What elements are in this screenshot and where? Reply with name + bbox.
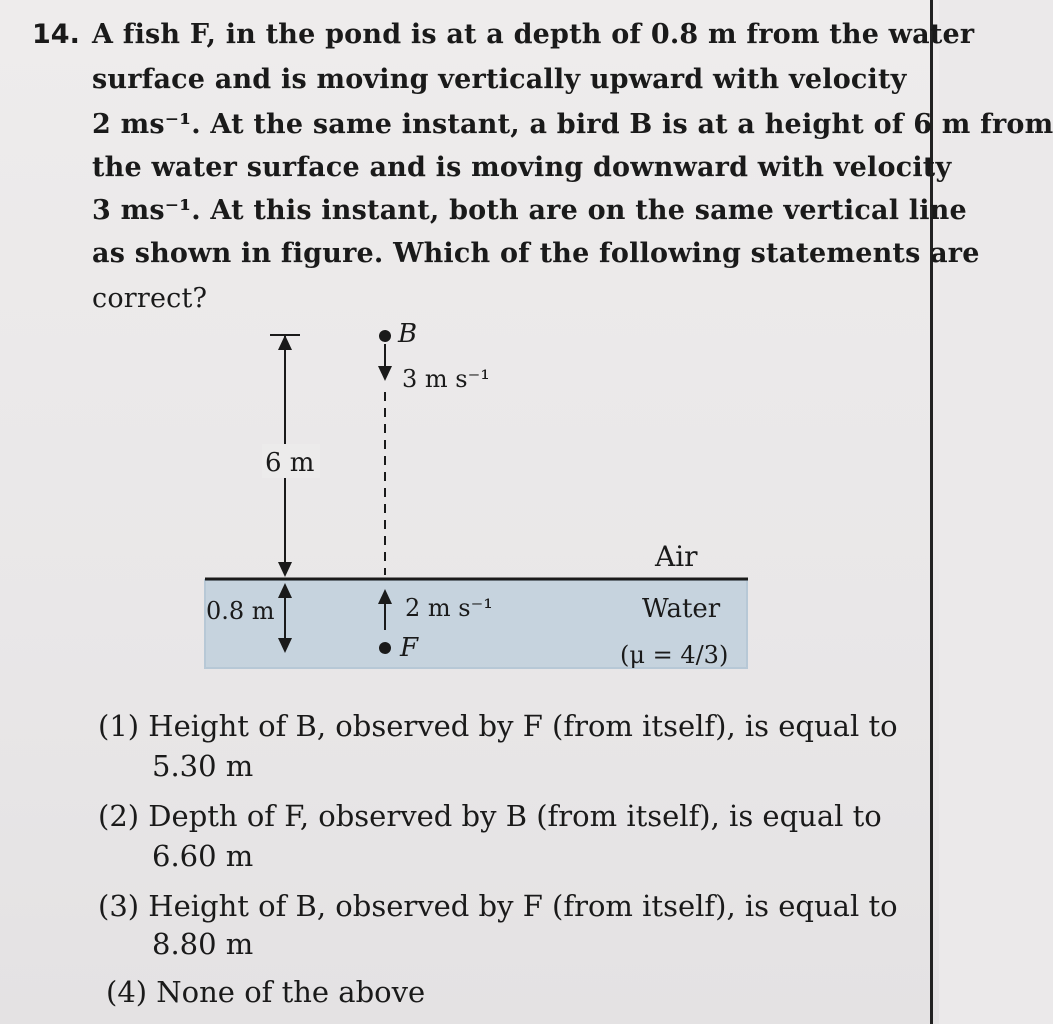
question-text-line: 2 ms⁻¹. At the same instant, a bird B is at a height of 6 m from	[92, 109, 1053, 140]
refractive-index-label: (μ = 4/3)	[620, 641, 729, 669]
option-2-value: 6.60 m	[152, 839, 254, 873]
depth-label: 0.8 m	[206, 597, 275, 625]
question-text-line: as shown in figure. Which of the following statements are	[92, 238, 980, 269]
fish-velocity-label: 2 m s⁻¹	[405, 594, 493, 622]
bird-velocity-arrow-head	[378, 366, 392, 381]
height-arrow-down-head	[278, 562, 292, 577]
question-text-line: A fish F, in the pond is at a depth of 0.8 m from the water	[92, 19, 975, 50]
fish-label: F	[400, 633, 419, 663]
fish-dot	[379, 642, 391, 654]
bird-label: B	[398, 319, 418, 349]
option-2: (2) Depth of F, observed by B (from itself), is equal to	[98, 799, 882, 833]
question-number: 14.	[32, 19, 80, 50]
option-1-value: 5.30 m	[152, 749, 254, 783]
question-text-line: correct?	[92, 283, 208, 314]
option-4: (4) None of the above	[106, 975, 426, 1009]
air-label: Air	[655, 540, 698, 573]
option-3-value: 8.80 m	[152, 927, 254, 961]
bird-dot	[379, 330, 391, 342]
height-arrow-up-head	[278, 335, 292, 350]
option-1: (1) Height of B, observed by F (from itself), is equal to	[98, 709, 898, 743]
question-text-line: 3 ms⁻¹. At this instant, both are on the same vertical line	[92, 195, 967, 226]
height-label: 6 m	[265, 448, 315, 478]
question-text-line: surface and is moving vertically upward with velocity	[92, 64, 907, 95]
option-3: (3) Height of B, observed by F (from itself), is equal to	[98, 889, 898, 923]
water-label: Water	[642, 594, 721, 624]
question-text-line: the water surface and is moving downward with velocity	[92, 152, 952, 183]
bird-velocity-label: 3 m s⁻¹	[402, 365, 490, 393]
